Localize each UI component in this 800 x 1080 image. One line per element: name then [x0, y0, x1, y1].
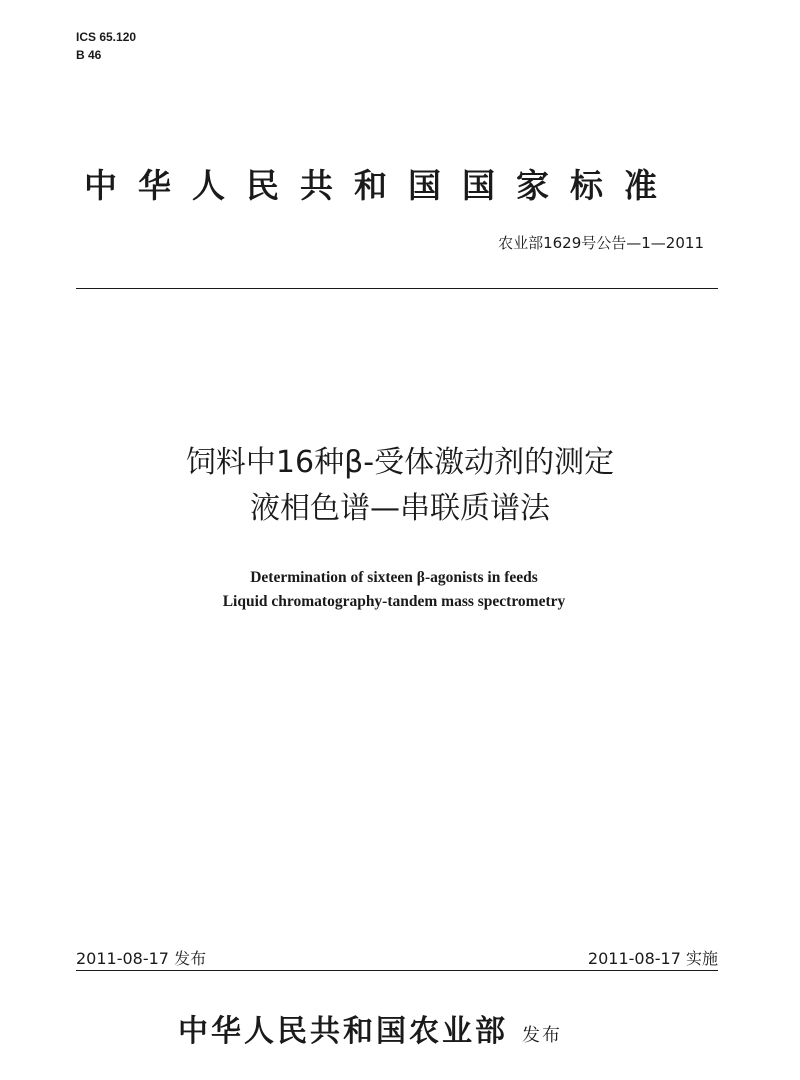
english-title-line-1: Determination of sixteen β-agonists in feeds	[250, 569, 538, 586]
english-title	[0, 566, 788, 614]
chinese-title	[0, 440, 800, 532]
standard-number: 农业部1629号公告—1—2011	[498, 234, 704, 252]
publisher-action: 发布	[522, 1025, 562, 1046]
implementation-date: 2011-08-17 实施	[587, 949, 718, 968]
header-divider	[76, 288, 718, 289]
issue-date: 2011-08-17 发布	[76, 949, 207, 968]
publisher-name: 中华人民共和国农业部	[178, 1014, 508, 1049]
ics-code: ICS 65.120	[76, 30, 137, 44]
chinese-title-line-2: 液相色谱—串联质谱法	[250, 491, 550, 526]
english-title-line-2: Liquid chromatography-tandem mass spectrometry	[222, 593, 566, 610]
classification-codes	[76, 28, 136, 64]
chinese-title-line-1: 饲料中16种β-受体激动剂的测定	[185, 445, 615, 480]
publisher	[178, 1006, 562, 1050]
standard-type-title: 中华人民共和国国家标准	[84, 166, 678, 205]
ccs-code: B 46	[76, 48, 102, 62]
footer-divider	[76, 970, 718, 971]
